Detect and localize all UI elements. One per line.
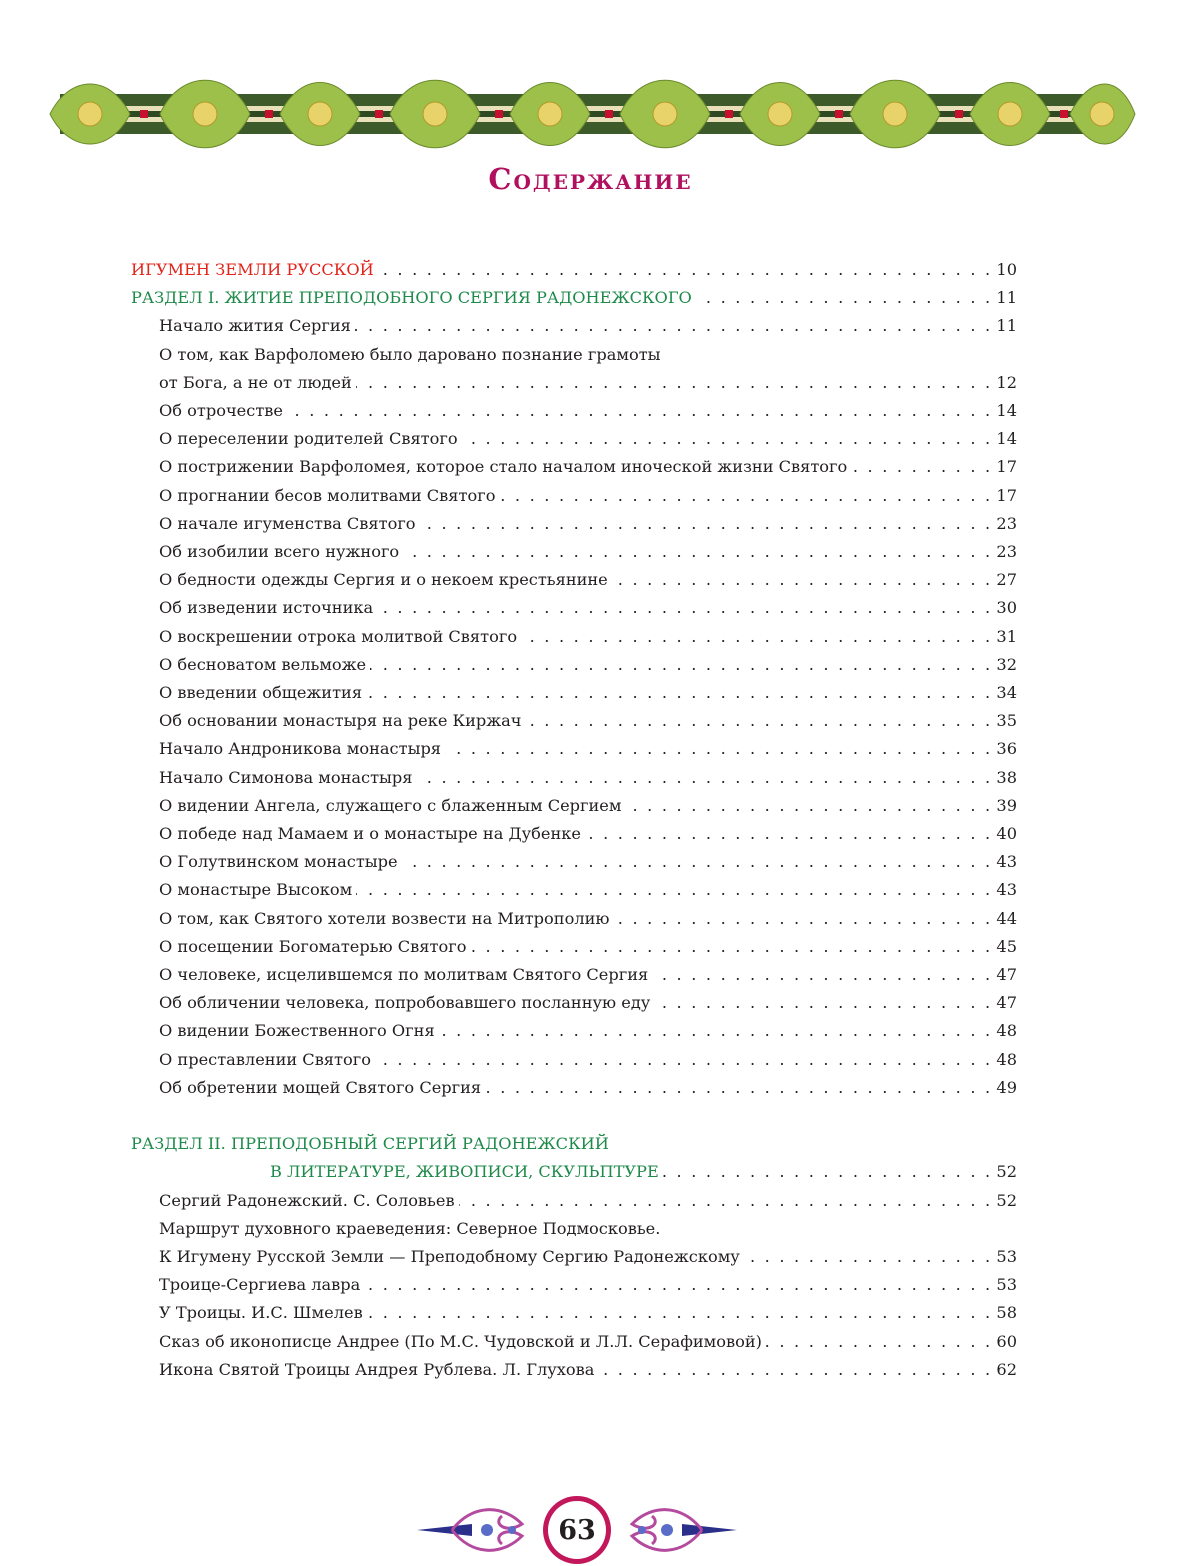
- toc-entry-page: 60: [996, 1331, 1017, 1351]
- toc-entry-page: 38: [996, 767, 1017, 787]
- section-gap: [131, 1102, 1017, 1130]
- toc-entry[interactable]: [131, 369, 1017, 397]
- toc-entry-title: Об основании монастыря на реке Киржач: [159, 711, 522, 731]
- toc-entry-title: О введении общежития: [159, 683, 363, 703]
- toc-entry[interactable]: [131, 1074, 1017, 1102]
- toc-entry-page: 39: [996, 795, 1017, 815]
- toc-entry-title: О пострижении Варфоломея, которое стало началом иноческой жизни Святого: [159, 457, 848, 477]
- toc-entry-page: 43: [996, 852, 1017, 872]
- toc-entry-page: 62: [996, 1359, 1017, 1379]
- toc-entry-page: 52: [996, 1162, 1017, 1182]
- toc-entry-page: 44: [996, 908, 1017, 928]
- header-ornament-border: [40, 64, 1140, 164]
- toc-entry-page: 30: [996, 598, 1017, 618]
- toc-entry-page: 47: [996, 993, 1017, 1013]
- toc-entry-page: 35: [996, 711, 1017, 731]
- toc-entry-title: Начало Андроникова монастыря: [159, 739, 442, 759]
- toc-entry-title: О прогнании бесов молитвами Святого: [159, 485, 496, 505]
- toc-entry-page: 10: [996, 260, 1017, 279]
- toc-entry-page: 14: [996, 429, 1017, 449]
- toc-entry[interactable]: [131, 1187, 1017, 1215]
- toc-entry[interactable]: [131, 284, 1017, 312]
- table-of-contents: [131, 256, 1017, 1384]
- toc-entry-page: 53: [996, 1275, 1017, 1295]
- toc-entry-page: 58: [996, 1303, 1017, 1323]
- toc-entry[interactable]: [131, 1271, 1017, 1299]
- section-title-line: РАЗДЕЛ II. ПРЕПОДОБНЫЙ СЕРГИЙ РАДОНЕЖСКИЙ: [131, 1134, 609, 1154]
- toc-entry-page: 47: [996, 965, 1017, 985]
- toc-entry-page: 36: [996, 739, 1017, 759]
- toc-entry-page: 27: [996, 570, 1017, 590]
- toc-entry-title: О видении Божественного Огня: [159, 1021, 435, 1041]
- toc-entry[interactable]: [131, 651, 1017, 679]
- toc-entry-title: Начало жития Сергия: [159, 316, 351, 336]
- toc-entry[interactable]: [131, 933, 1017, 961]
- toc-entry-title: РАЗДЕЛ I. ЖИТИЕ ПРЕПОДОБНОГО СЕРГИЯ РАДОНЕЖСКОГО: [131, 288, 692, 308]
- toc-entry-page: 52: [996, 1190, 1017, 1210]
- toc-entry-title: О победе над Мамаем и о монастыре на Дубенке: [159, 824, 581, 844]
- toc-entry[interactable]: [131, 792, 1017, 820]
- toc-entry-title: Начало Симонова монастыря: [159, 767, 413, 787]
- toc-entry-page: 17: [996, 457, 1017, 477]
- toc-entry[interactable]: [131, 256, 1017, 284]
- toc-entry-title: О переселении родителей Святого: [159, 429, 458, 449]
- toc-entry-title: Об отрочестве: [159, 401, 283, 421]
- toc-entry-page: 45: [996, 936, 1017, 956]
- toc-entry-title: К Игумену Русской Земли — Преподобному Сергию Радонежскому: [159, 1246, 740, 1266]
- toc-entry-title: Троице-Сергиева лавра: [159, 1275, 361, 1295]
- toc-entry[interactable]: [131, 848, 1017, 876]
- toc-entry-page: 48: [996, 1021, 1017, 1041]
- toc-entry-page: 12: [996, 372, 1017, 392]
- toc-entry[interactable]: [131, 594, 1017, 622]
- toc-entry[interactable]: [131, 989, 1017, 1017]
- toc-entry-title: Об изведении источника: [159, 598, 374, 618]
- toc-entry-page: 31: [996, 626, 1017, 646]
- toc-entry[interactable]: [131, 1158, 1017, 1186]
- toc-entry[interactable]: [131, 566, 1017, 594]
- toc-entry[interactable]: [131, 312, 1017, 340]
- toc-entry-page: 49: [996, 1077, 1017, 1097]
- page-number: 63: [558, 1515, 596, 1546]
- toc-entry-title: Икона Святой Троицы Андрея Рублева. Л. Глухова: [159, 1359, 595, 1379]
- toc-entry-page: 48: [996, 1049, 1017, 1069]
- toc-entry-page: 43: [996, 880, 1017, 900]
- toc-entry-title: О воскрешении отрока молитвой Святого: [159, 626, 518, 646]
- toc-entry[interactable]: [131, 961, 1017, 989]
- toc-entry-title: В ЛИТЕРАТУРЕ, ЖИВОПИСИ, СКУЛЬПТУРЕ: [270, 1162, 659, 1182]
- toc-entry[interactable]: [131, 623, 1017, 651]
- toc-entry[interactable]: [131, 764, 1017, 792]
- toc-entry[interactable]: [131, 482, 1017, 510]
- toc-entry-page: 17: [996, 485, 1017, 505]
- toc-entry-page: 34: [996, 683, 1017, 703]
- toc-entry[interactable]: [131, 1243, 1017, 1271]
- toc-entry[interactable]: [131, 1299, 1017, 1327]
- toc-entry-title: О монастыре Высоком: [159, 880, 353, 900]
- toc-entry-title: Об обретении мощей Святого Сергия: [159, 1077, 482, 1097]
- toc-entry[interactable]: [131, 905, 1017, 933]
- toc-entry-page: 14: [996, 401, 1017, 421]
- toc-entry-title-line: Маршрут духовного краеведения: Северное Подмосковье.: [159, 1218, 661, 1238]
- toc-entry-title: О человеке, исцелившемся по молитвам Святого Сергия: [159, 965, 649, 985]
- toc-entry-title: от Бога, а не от людей: [159, 372, 352, 392]
- toc-entry[interactable]: [131, 735, 1017, 763]
- toc-entry[interactable]: [131, 820, 1017, 848]
- toc-entry[interactable]: [131, 425, 1017, 453]
- toc-entry[interactable]: [131, 510, 1017, 538]
- toc-entry-page: 23: [996, 513, 1017, 533]
- toc-entry-title: О видении Ангела, служащего с блаженным Сергием: [159, 795, 622, 815]
- toc-entry[interactable]: [131, 876, 1017, 904]
- toc-entry-page: 32: [996, 654, 1017, 674]
- toc-entry[interactable]: [131, 1017, 1017, 1045]
- toc-entry[interactable]: [131, 1328, 1017, 1356]
- toc-entry[interactable]: [131, 538, 1017, 566]
- toc-entry-title: О бедности одежды Сергия и о некоем крестьянине: [159, 570, 608, 590]
- toc-entry-title: Об изобилии всего нужного: [159, 542, 400, 562]
- toc-entry-title: О преставлении Святого: [159, 1049, 371, 1069]
- toc-entry[interactable]: [131, 679, 1017, 707]
- toc-entry-title: ИГУМЕН ЗЕМЛИ РУССКОЙ: [131, 260, 374, 279]
- toc-entry[interactable]: [131, 397, 1017, 425]
- toc-entry[interactable]: [131, 707, 1017, 735]
- toc-entry-page: 23: [996, 542, 1017, 562]
- toc-entry-page: 11: [996, 316, 1017, 336]
- toc-entry-title: О Голутвинском монастыре: [159, 852, 398, 872]
- toc-entry-title: О том, как Святого хотели возвести на Митрополию: [159, 908, 610, 928]
- toc-entry[interactable]: [131, 1356, 1017, 1384]
- page-title: Содержание: [488, 162, 693, 196]
- toc-entry[interactable]: [131, 453, 1017, 481]
- toc-entry-title: О бесноватом вельможе: [159, 654, 367, 674]
- toc-entry-page: 40: [996, 824, 1017, 844]
- toc-entry-title: Об обличении человека, попробовавшего посланную еду: [159, 993, 651, 1013]
- toc-entry-title: Сергий Радонежский. С. Соловьев: [159, 1190, 455, 1210]
- toc-entry-page: 53: [996, 1246, 1017, 1266]
- toc-entry-title: Сказ об иконописце Андрее (По М.С. Чудовской и Л.Л. Серафимовой): [159, 1331, 762, 1351]
- toc-entry-page: 11: [996, 288, 1017, 308]
- toc-entry[interactable]: [131, 1046, 1017, 1074]
- toc-entry-title: О начале игуменства Святого: [159, 513, 416, 533]
- toc-entry-title-line: О том, как Варфоломею было даровано познание грамоты: [159, 344, 661, 364]
- toc-entry-title: У Троицы. И.С. Шмелев: [159, 1303, 363, 1323]
- toc-entry-title: О посещении Богоматерью Святого: [159, 936, 467, 956]
